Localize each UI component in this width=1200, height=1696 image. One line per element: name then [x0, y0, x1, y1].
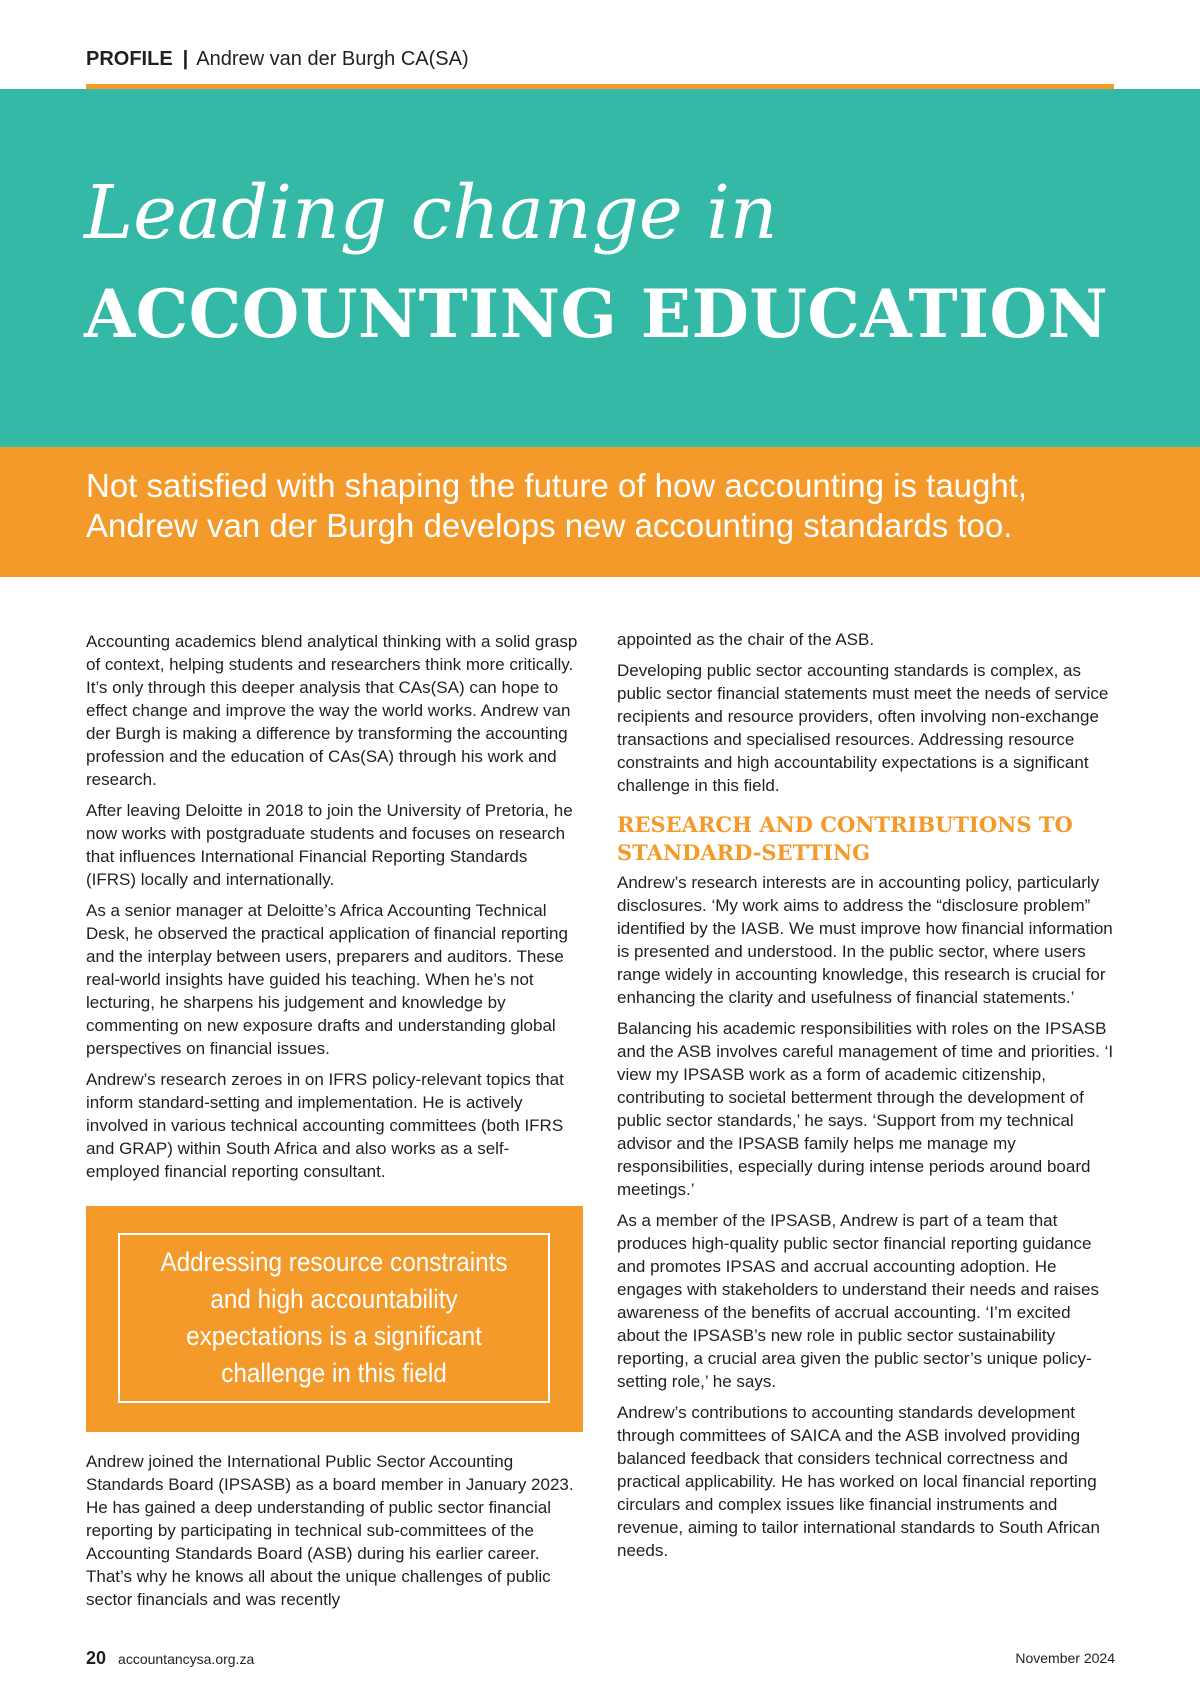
body-paragraph: As a senior manager at Deloitte’s Africa Accounting Technical Desk, he observed the practical application of financial reporting and the interplay between users, preparers and auditors. These real-world insights have guided his teaching. When he’s not lecturing, he sharpens his judgement and knowledge by commenting on new exposure drafts and understanding global perspectives on financial issues.: [86, 901, 568, 1058]
body-paragraph: Accounting academics blend analytical thinking with a solid grasp of context, helping students and researchers think more critically. It’s only through this deeper analysis that CAs(SA) can hope to effect change and improve the way the world works. Andrew van der Burgh is making a difference by transforming the accounting profession and the education of CAs(SA) through his work and research.: [86, 632, 578, 789]
footer-url[interactable]: accountancysa.org.za: [118, 1651, 255, 1667]
subheading: RESEARCH AND CONTRIBUTIONS TO STANDARD-SETTING: [617, 812, 1073, 865]
title-banner: [0, 89, 1200, 447]
standfirst: [86, 466, 1146, 546]
pull-quote-frame: [118, 1233, 550, 1403]
body-paragraph: After leaving Deloitte in 2018 to join the University of Pretoria, he now works with postgraduate students and focuses on research that influences International Financial Reporting Standards (IFRS) locally and internationally.: [86, 801, 573, 889]
body-paragraph: appointed as the chair of the ASB.: [617, 630, 875, 649]
body-paragraph: Developing public sector accounting standards is complex, as public sector financial statements must meet the needs of service recipients and resource providers, often involving non-exchange transactions and specialised resources. Addressing resource constraints and high accountability expectations is a significant challenge in this field.: [617, 661, 1109, 795]
pull-quote: Addressing resource constraints and high accountability expectations is a significant challenge in this field: [160, 1247, 508, 1388]
body-paragraph: Andrew joined the International Public Sector Accounting Standards Board (IPSASB) as a board member in January 2023. He has gained a deep understanding of public sector financial reporting by participating in technical sub-committees of the Accounting Standards Board (ASB) during his earlier career. That’s why he knows all about the unique challenges of public sector financials and was recently: [86, 1452, 574, 1609]
article-title-line-1: Leading change in: [84, 170, 778, 256]
profile-subject: Andrew van der Burgh CA(SA): [196, 48, 469, 70]
body-paragraph: Andrew’s contributions to accounting standards development through committees of SAICA and the ASB involved providing balanced feedback that considers technical correctness and practical applicability. He has worked on local financial reporting circulars and complex issues like financial instruments and revenue, aiming to tailor international standards to South African needs.: [617, 1403, 1100, 1560]
running-header: [86, 46, 469, 72]
article-title-line-2: ACCOUNTING EDUCATION: [84, 275, 1109, 353]
body-paragraph: Andrew’s research interests are in accounting policy, particularly disclosures. ‘My work aims to address the “disclosure problem” identified by the IASB. We must improve how financial information is presented and understood. In the public sector, where users range widely in accounting knowledge, this research is crucial for enhancing the clarity and usefulness of financial statements.’: [617, 873, 1113, 1007]
left-column: [86, 630, 582, 1191]
standfirst-line-1: Not satisfied with shaping the future of how accounting is taught,: [86, 467, 1028, 504]
section-label: PROFILE: [86, 48, 173, 70]
right-column: [617, 628, 1117, 1570]
body-paragraph: Balancing his academic responsibilities with roles on the IPSASB and the ASB involves careful management of time and priorities. ‘I view my IPSASB work as a form of academic citizenship, contributing to societal betterment through the development of public sector standards,’ he says. ‘Support from my technical advisor and the IPSASB family helps me manage my responsibilities, especially during intense periods around board meetings.’: [617, 1019, 1114, 1199]
page-number: 20: [86, 1648, 107, 1668]
body-paragraph: As a member of the IPSASB, Andrew is part of a team that produces high-quality public sector financial reporting guidance and promotes IPSAS and accrual accounting adoption. He engages with stakeholders to understand their needs and raises awareness of the benefits of accrual accounting. ‘I’m excited about the IPSASB’s new role in public sector sustainability reporting, a crucial area given the public sector’s unique policy-setting role,’ he says.: [617, 1211, 1099, 1391]
header-separator: |: [182, 48, 189, 70]
body-paragraph: Andrew’s research zeroes in on IFRS policy-relevant topics that inform standard-setting and implementation. He is actively involved in various technical accounting committees (both IFRS and GRAP) within South Africa and also works as a self-employed financial reporting consultant.: [86, 1070, 564, 1181]
issue-date: November 2024: [1015, 1650, 1115, 1666]
left-column-lower: [86, 1450, 582, 1619]
standfirst-line-2: Andrew van der Burgh develops new accounting standards too.: [86, 507, 1013, 544]
footer-left: [86, 1648, 254, 1670]
